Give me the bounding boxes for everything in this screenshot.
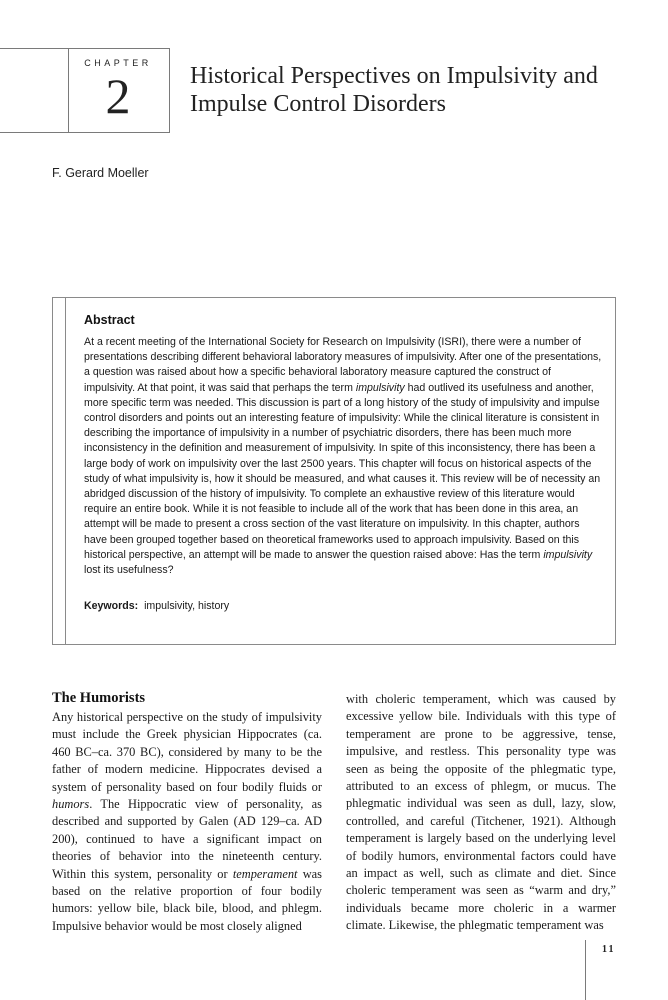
- left-text-part-2: . The Hippocratic view of personality, as described and supported by Galen (AD 129–ca. AD 200), continued to have a significant impact on theories of behavior into the nineteenth century. Within this system, personality or: [52, 797, 322, 881]
- footer-rule: [585, 940, 586, 1000]
- keywords-line: [84, 600, 229, 612]
- left-text-part-1: Any historical perspective on the study of impulsivity must include the Greek physician Hippocrates (ca. 460 BC–ca. 370 BC), considered by many to be the father of modern medicine. Hippocrates devised a system of personality based on four bodily fluids or: [52, 710, 322, 794]
- keywords-values: impulsivity, history: [144, 600, 230, 612]
- page-number: 11: [602, 944, 616, 955]
- left-italic-temperament: temperament: [232, 866, 298, 881]
- right-column-text: with choleric temperament, which was caused by excessive yellow bile. Individuals with this type of temperament are prone to be aggressive, tense, impulsive, and restless. This personality type was seen as being the opposite of the phlegmatic type, attributed to an excess of phlegm, or mucus. The phlegmatic individual was seen as dull, lazy, slow, controlled, and careful (Titchener, 1921). Although temperament is largely based on the underlying level of bodily humors, environmental factors could have an impact as well, such as climate and diet. Since choleric temperament was seen as “warm and dry,” individuals became more choleric in a warmer climate. Likewise, the phlegmatic temperament was: [346, 692, 616, 933]
- header-bottom-rule: [0, 132, 170, 133]
- abstract-text: [84, 335, 604, 578]
- chapter-box-right-rule: [169, 48, 170, 133]
- abstract-text-part-2: had outlived its usefulness and another, more specific term was needed. This discussion is part of a long history of the study of impulsivity and impulse control disorders and points out an interesting feature of impulsivity: While the clinical literature is consistent in describing the importance of impulsivity in a number of psychiatric disorders, there has been much more inconsistency in the definition and measurement of impulsivity. In spite of this inconsistency, there has been a large body of work on impulsivity over the last 2500 years. This chapter will focus on historical aspects of the study of what impulsivity is, how it should be measured, and what causes it. This review will be of necessity an abridged discussion of the history of impulsivity. To complete an exhaustive review of this literature would require an entire book. While it is not feasible to include all of the work that has been done in this area, an attempt will be made to present a cross section of the vast literature on impulsivity. In this chapter, authors have been grouped together based on theoretical frameworks used to approach impulsivity. Based on this historical perspective, an attempt will be made to answer the question raised above: Has the term: [84, 381, 601, 561]
- author-name: F. Gerard Moeller: [52, 166, 149, 180]
- left-italic-humors: humors: [52, 797, 90, 812]
- chapter-title: [190, 62, 630, 118]
- section-heading: The Humorists: [52, 690, 146, 706]
- chapter-number: 2: [105, 68, 131, 124]
- chapter-title-line-2: Impulse Control Disorders: [190, 91, 446, 117]
- chapter-title-line-1: Historical Perspectives on Impulsivity and: [190, 63, 598, 89]
- abstract-side-rule: [65, 297, 66, 645]
- keywords-label: Keywords:: [84, 600, 139, 612]
- header-top-rule: [0, 48, 170, 49]
- abstract-text-part-1: At a recent meeting of the International Society for Research on Impulsivity (ISRI), there were a number of presentations describing different behavioral laboratory measures of impulsivity. After one of the presentations, a question was raised about how a specific behavioral laboratory measure captured the construct of impulsivity. At that point, it was said that perhaps the term: [84, 336, 602, 394]
- left-text-part-3: was based on the relative proportion of four bodily humors: yellow bile, black bile, blood, and phlegm. Impulsive behavior would be most closely aligned: [52, 866, 323, 933]
- left-column-text: [52, 709, 322, 935]
- abstract-heading: Abstract: [84, 313, 135, 327]
- chapter-label: CHAPTER: [84, 58, 152, 68]
- abstract-text-part-3: lost its usefulness?: [84, 564, 174, 577]
- abstract-italic-term-1: impulsivity: [355, 381, 405, 394]
- abstract-italic-term-2: impulsivity: [543, 548, 593, 561]
